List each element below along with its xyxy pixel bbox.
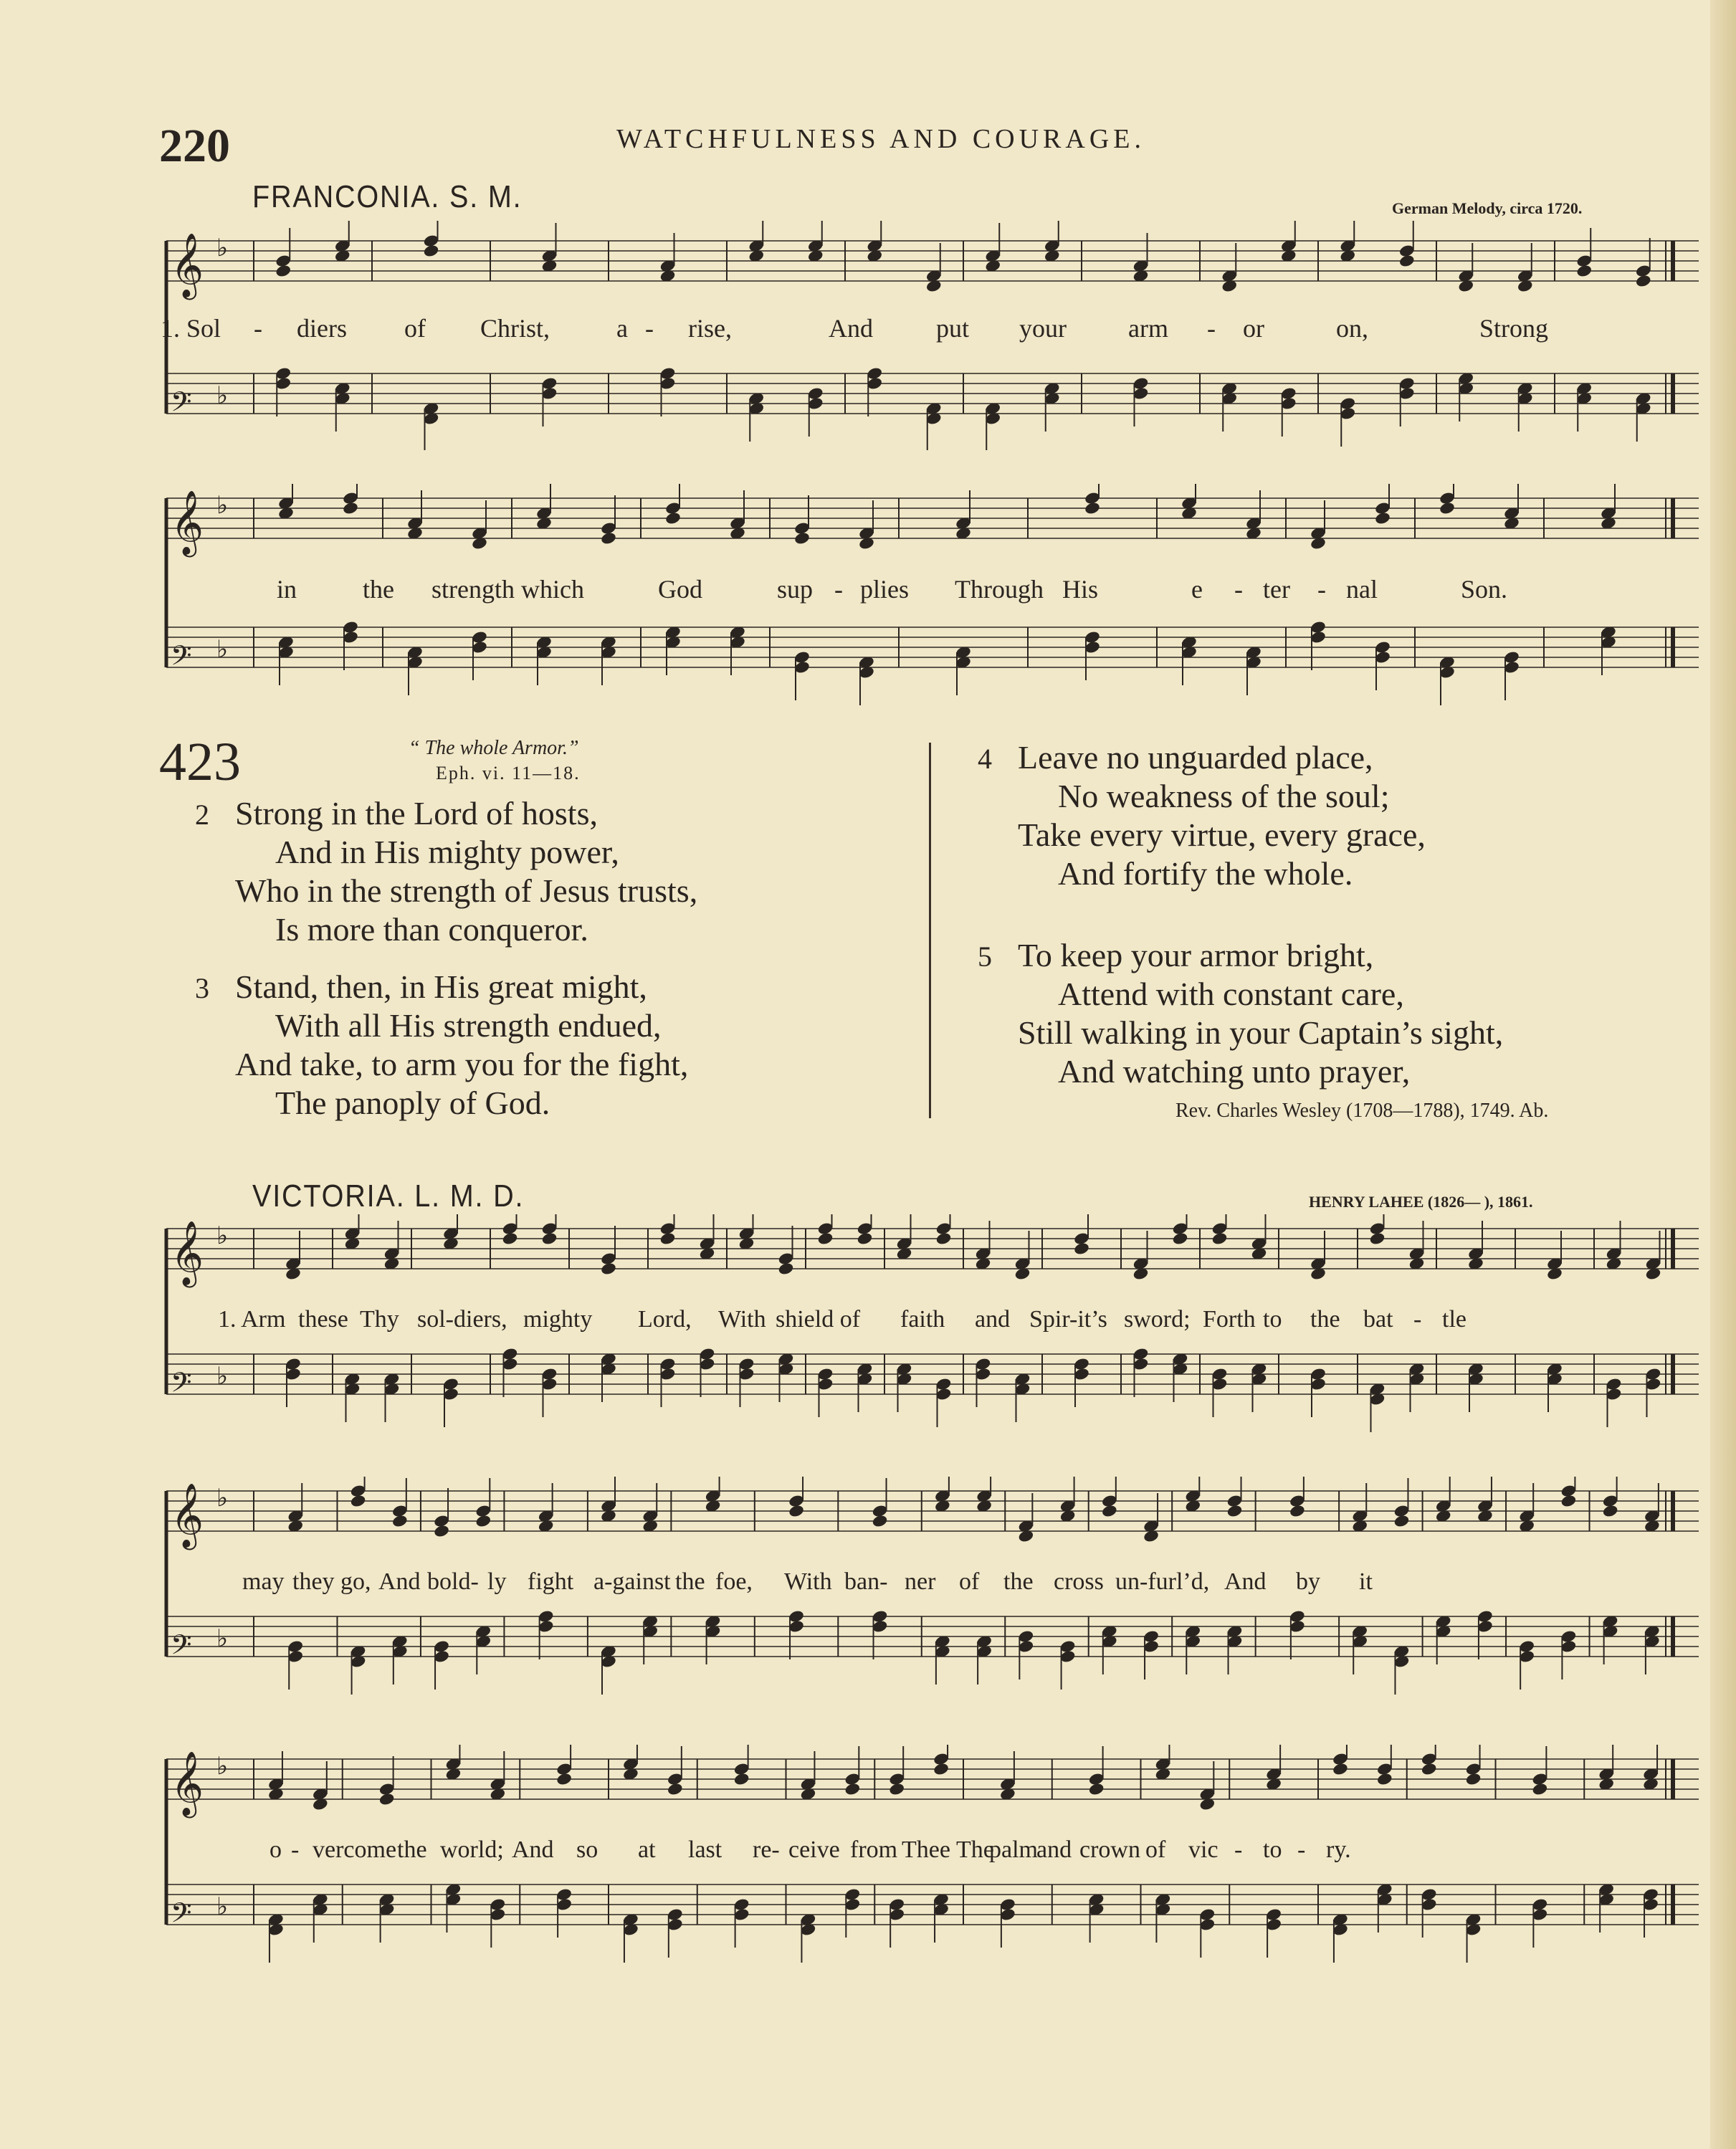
syllable: put xyxy=(936,314,970,343)
note-head xyxy=(433,1524,450,1538)
note-head xyxy=(475,1514,492,1528)
lyrics-line xyxy=(270,1832,1369,1868)
note-head xyxy=(1393,1514,1411,1528)
treble-clef-icon: 𝄞 xyxy=(171,233,204,297)
syllable: may xyxy=(242,1568,285,1595)
syllable: - xyxy=(1234,575,1243,604)
stanza-line: Attend with constant care, xyxy=(1058,976,1404,1012)
note-head xyxy=(1532,1782,1549,1796)
bass-clef-icon: 𝄢 xyxy=(171,639,192,678)
stanza-line: The panoply of God. xyxy=(275,1085,550,1121)
syllable: And xyxy=(512,1836,554,1863)
lyrics-line xyxy=(242,1564,1391,1600)
stanza-line: Take every virtue, every grace, xyxy=(1018,816,1426,853)
note-head xyxy=(857,1231,874,1246)
note-head xyxy=(1560,1494,1578,1508)
bass-clef-icon: 𝄢 xyxy=(171,1366,192,1405)
flat-sign-icon: ♭ xyxy=(216,1752,229,1781)
syllable: or xyxy=(1243,314,1264,343)
flat-sign-icon: ♭ xyxy=(216,1362,229,1391)
syllable: the xyxy=(363,575,394,604)
treble-clef-icon: 𝄞 xyxy=(171,490,204,555)
note-head xyxy=(778,1262,795,1276)
lyrics-line xyxy=(218,1302,1478,1338)
stanza-line: And take, to arm you for the fight, xyxy=(235,1046,689,1082)
column-divider xyxy=(929,743,931,1118)
syllable: - xyxy=(1207,314,1216,343)
note-head xyxy=(733,1772,750,1786)
syllable: of xyxy=(959,1568,980,1595)
syllable: crown xyxy=(1079,1836,1140,1863)
bass-clef-icon: 𝄢 xyxy=(171,386,192,424)
flat-sign-icon: ♭ xyxy=(216,1892,229,1921)
stanza xyxy=(978,936,1504,1091)
syllable: the xyxy=(1003,1568,1034,1595)
note-head xyxy=(1465,1772,1482,1786)
syllable: the xyxy=(675,1568,705,1595)
note-head xyxy=(872,1514,889,1528)
note-head xyxy=(423,244,440,258)
syllable: And xyxy=(829,314,873,343)
syllable: bold- xyxy=(427,1568,479,1595)
note-head xyxy=(793,531,811,545)
tune-composer-victoria: HENRY LAHEE (1826— ), 1861. xyxy=(1309,1193,1533,1211)
stanza-number: 4 xyxy=(978,743,992,775)
syllable: - xyxy=(834,575,843,604)
syllable: strength which xyxy=(431,575,584,604)
note-head xyxy=(1439,501,1456,515)
syllable: His xyxy=(1062,575,1099,604)
stanza-line: With all His strength endued, xyxy=(275,1007,662,1044)
note-head xyxy=(342,501,359,515)
syllable: foe, xyxy=(715,1568,753,1595)
stanza-line: Is more than conqueror. xyxy=(275,911,588,948)
note-head xyxy=(600,1262,617,1276)
music-system-5 xyxy=(161,1745,1702,1974)
note-head xyxy=(1211,1231,1229,1246)
syllable: vercome xyxy=(313,1836,397,1863)
syllable: un-furl’d, xyxy=(1115,1568,1210,1595)
hymn-number: 423 xyxy=(159,732,241,792)
syllable: the xyxy=(397,1836,427,1863)
syllable: - xyxy=(1413,1306,1422,1333)
scripture-reference: Eph. vi. 11—18. xyxy=(436,763,581,783)
note-head xyxy=(1289,1504,1306,1518)
syllable: on, xyxy=(1336,314,1368,343)
syllable: Forth xyxy=(1203,1306,1256,1333)
note-head xyxy=(664,511,682,525)
syllable: sword; xyxy=(1124,1306,1191,1333)
syllable: mighty xyxy=(523,1306,593,1333)
note-head xyxy=(1084,501,1101,515)
flat-sign-icon: ♭ xyxy=(216,381,229,410)
stanza-line: To keep your armor bright, xyxy=(1018,937,1374,973)
note-head xyxy=(1073,1242,1090,1256)
note-head xyxy=(555,1772,573,1786)
syllable: and xyxy=(975,1306,1011,1333)
stanza-line: Who in the strength of Jesus trusts, xyxy=(235,872,698,909)
treble-clef-icon: 𝄞 xyxy=(171,1751,204,1816)
syllable: Thy xyxy=(360,1306,399,1333)
note-head xyxy=(1088,1782,1105,1796)
note-head xyxy=(502,1231,519,1246)
stanza-line: And in His mighty power, xyxy=(275,834,619,870)
syllable: Through xyxy=(955,575,1044,604)
syllable: cross xyxy=(1054,1568,1104,1595)
syllable: fight xyxy=(528,1568,574,1595)
syllable: so xyxy=(576,1836,598,1863)
syllable: sup xyxy=(777,575,814,604)
syllable: bat xyxy=(1363,1306,1393,1333)
syllable: - xyxy=(1317,575,1326,604)
syllable: o xyxy=(270,1836,282,1863)
syllable: sol-diers, xyxy=(417,1306,507,1333)
flat-sign-icon: ♭ xyxy=(216,1484,229,1512)
page-number: 220 xyxy=(159,120,230,172)
stanza-line: Strong in the Lord of hosts, xyxy=(235,795,598,832)
syllable: ner xyxy=(905,1568,936,1595)
syllable: ban- xyxy=(844,1568,888,1595)
hymn-subtitle: “ The whole Armor.” xyxy=(409,737,579,759)
syllable: world; xyxy=(440,1836,504,1863)
tune-title-victoria: VICTORIA. L. M. D. xyxy=(252,1178,525,1214)
note-head xyxy=(844,1782,862,1796)
stanza-line: And watching unto prayer, xyxy=(1058,1053,1411,1090)
note-head xyxy=(1101,1504,1118,1518)
treble-clef-icon: 𝄞 xyxy=(171,1483,204,1548)
syllable: it xyxy=(1359,1568,1373,1595)
note-head xyxy=(1602,1504,1619,1518)
flat-sign-icon: ♭ xyxy=(216,491,229,520)
page-edge xyxy=(1710,0,1736,2149)
syllable: to xyxy=(1263,1306,1282,1333)
note-head xyxy=(391,1514,409,1528)
note-head xyxy=(667,1782,684,1796)
music-system-3 xyxy=(161,1214,1702,1444)
music-system-1 xyxy=(161,221,1702,450)
stanza-number: 2 xyxy=(195,799,209,831)
syllable: a-gainst xyxy=(593,1568,671,1595)
note-head xyxy=(1635,274,1652,288)
note-head xyxy=(1172,1231,1189,1246)
syllable: from xyxy=(850,1836,898,1863)
note-head xyxy=(600,531,617,545)
syllable: tle xyxy=(1442,1306,1466,1333)
lyrics-line xyxy=(277,571,1540,607)
note-head xyxy=(1369,1231,1386,1246)
syllable: arm xyxy=(1128,314,1168,343)
syllable: Christ, xyxy=(480,314,550,343)
music-system-4 xyxy=(161,1477,1702,1706)
treble-clef-icon: 𝄞 xyxy=(171,1221,204,1285)
note-head xyxy=(935,1231,953,1246)
note-head xyxy=(817,1231,834,1246)
note-head xyxy=(1398,254,1416,268)
syllable: nal xyxy=(1346,575,1378,604)
stanza-line: Stand, then, in His great might, xyxy=(235,968,647,1005)
stanza xyxy=(195,794,698,949)
syllable: palm xyxy=(989,1836,1038,1863)
stanza xyxy=(978,738,1503,893)
stanza-column-right xyxy=(978,738,1504,1110)
stanza xyxy=(195,968,697,1123)
syllable: in xyxy=(277,575,297,604)
stanza-column-left xyxy=(195,794,698,1141)
syllable: and xyxy=(1036,1836,1072,1863)
stanza-number: 5 xyxy=(978,940,992,973)
hymn-author: Rev. Charles Wesley (1708—1788), 1749. Ab. xyxy=(1175,1100,1549,1122)
stanza-line: And fortify the whole. xyxy=(1058,855,1353,892)
syllable: 1. Sol xyxy=(161,314,221,343)
syllable: these xyxy=(298,1306,348,1333)
syllable: of xyxy=(1145,1836,1166,1863)
syllable: plies xyxy=(860,575,909,604)
note-head xyxy=(275,264,292,278)
flat-sign-icon: ♭ xyxy=(216,635,229,664)
syllable: - xyxy=(254,314,262,343)
syllable: rise, xyxy=(688,314,732,343)
syllable: to xyxy=(1263,1836,1282,1863)
syllable: shield of xyxy=(776,1306,861,1333)
note-head xyxy=(1374,511,1391,525)
note-head xyxy=(378,1792,396,1806)
note-head xyxy=(933,1762,950,1776)
note-head xyxy=(788,1504,805,1518)
syllable: With xyxy=(718,1306,766,1333)
syllable: Strong xyxy=(1479,314,1549,343)
syllable: last xyxy=(688,1836,722,1863)
syllable: God xyxy=(658,575,702,604)
stanza-line: Still walking in your Captain’s sight, xyxy=(1018,1014,1504,1051)
syllable: - xyxy=(1234,1836,1243,1863)
syllable: vic xyxy=(1188,1836,1218,1863)
note-head xyxy=(1226,1504,1244,1518)
syllable: Lord, xyxy=(638,1306,692,1333)
syllable: Spir-it’s xyxy=(1029,1306,1107,1333)
flat-sign-icon: ♭ xyxy=(216,1624,229,1653)
note-head xyxy=(541,1231,558,1246)
bass-clef-icon: 𝄢 xyxy=(171,1629,192,1667)
note-head xyxy=(888,1782,905,1796)
syllable: ceive xyxy=(788,1836,840,1863)
syllable: e xyxy=(1191,575,1203,604)
note-head xyxy=(1575,264,1593,278)
syllable: the xyxy=(1310,1306,1340,1333)
note-head xyxy=(1332,1762,1349,1776)
note-head xyxy=(350,1494,367,1508)
stanza-line: No weakness of the soul; xyxy=(1058,778,1390,814)
syllable: re- xyxy=(753,1836,780,1863)
running-title: WATCHFULNESS AND COURAGE. xyxy=(616,124,1145,154)
syllable: And xyxy=(1224,1568,1267,1595)
tune-title-franconia: FRANCONIA. S. M. xyxy=(252,179,523,214)
syllable: And xyxy=(378,1568,421,1595)
syllable: 1. Arm xyxy=(218,1306,286,1333)
syllable: at xyxy=(638,1836,656,1863)
note-head xyxy=(1421,1762,1438,1776)
syllable: The xyxy=(956,1836,994,1863)
syllable: of xyxy=(404,314,426,343)
syllable: - xyxy=(645,314,654,343)
syllable: ter xyxy=(1263,575,1290,604)
lyrics-line xyxy=(161,310,1565,346)
note-head xyxy=(1376,1772,1393,1786)
stanza-number: 3 xyxy=(195,972,209,1004)
syllable: your xyxy=(1019,314,1067,343)
syllable: ry. xyxy=(1326,1836,1351,1863)
music-system-2 xyxy=(161,484,1702,713)
syllable: - xyxy=(291,1836,300,1863)
syllable: faith xyxy=(900,1306,945,1333)
syllable: With xyxy=(784,1568,832,1595)
syllable: by xyxy=(1296,1568,1320,1595)
syllable: - xyxy=(1297,1836,1306,1863)
syllable: a xyxy=(616,314,628,343)
bass-clef-icon: 𝄢 xyxy=(171,1897,192,1935)
flat-sign-icon: ♭ xyxy=(216,1221,229,1250)
syllable: Son. xyxy=(1461,575,1508,604)
tune-composer-franconia: German Melody, circa 1720. xyxy=(1392,199,1583,217)
syllable: Thee xyxy=(902,1836,950,1863)
note-head xyxy=(659,1231,677,1246)
syllable: ly xyxy=(487,1568,507,1595)
syllable: diers xyxy=(297,314,347,343)
stanza-line: Leave no unguarded place, xyxy=(1018,739,1373,776)
syllable: they go, xyxy=(292,1568,371,1595)
flat-sign-icon: ♭ xyxy=(216,234,229,262)
